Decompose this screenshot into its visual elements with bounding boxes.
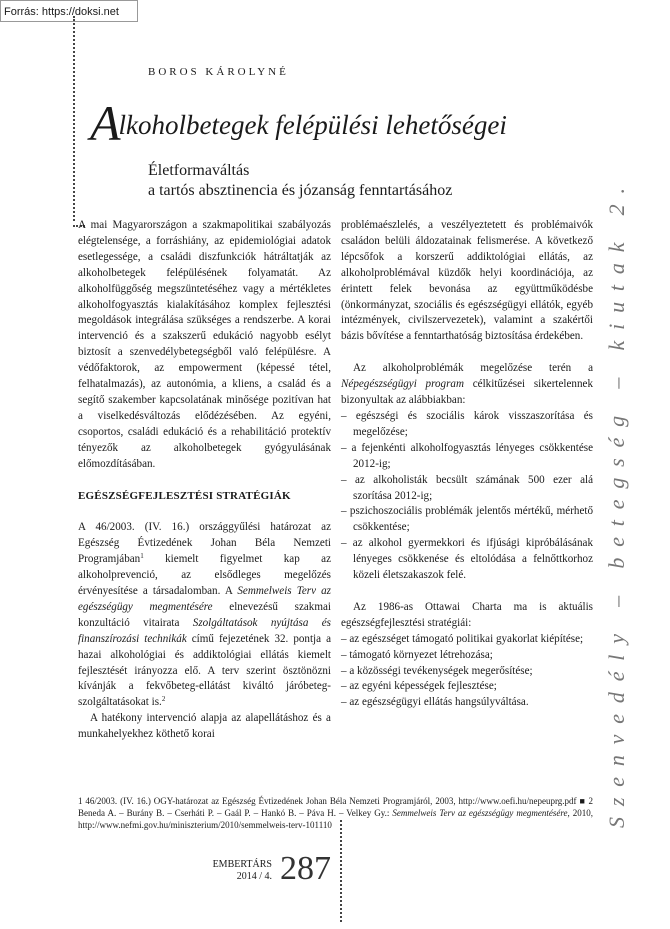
list-item: – az egyéni képességek fejlesztése; — [341, 680, 497, 693]
list-item: – pszichoszociális problémák jelentős mértékű, mérhető csökkentése; — [341, 505, 593, 534]
list-item: – az egészséget támogató politikai gyakorlat kiépítése; — [341, 632, 584, 645]
title-initial: A — [90, 95, 121, 151]
journal-name: EMBERTÁRS — [212, 859, 272, 870]
journal-issue: 2014 / 4. — [236, 871, 272, 882]
paragraph-intervention: A hatékony intervenció alapja az alapellátáshoz és a munkahelyekhez köthető korai — [78, 712, 331, 741]
series-title-text: Szenvedély – betegség – kiutak 2. — [604, 188, 629, 828]
vertical-series-title — [590, 183, 640, 828]
list-item: – az alkohol gyermekkori és ifjúsági kipróbálásának lényeges csökkenése és eltolódása a felnőttkorhoz közeli életszakaszok felé. — [341, 537, 593, 582]
list-item: – a közösségi tevékenységek megerősítése; — [341, 664, 533, 677]
list-item: – támogató környezet létrehozása; — [341, 648, 493, 661]
paragraph-ottawa: Az 1986-as Ottawai Charta ma is aktuális egészségfejlesztési stratégiái: — [341, 600, 593, 629]
goals-list — [341, 409, 593, 584]
paragraph-prevention: Az alkoholproblémák megelőzése terén a Népegészségügyi program célkitűzései sikertelennek bizonyultak az alábbiakban: — [341, 362, 593, 407]
article-subtitle — [148, 161, 452, 201]
dotted-rule-bottom — [340, 820, 342, 922]
footnote-ref-1: 1 — [140, 552, 144, 561]
list-item: – egészségi és szociális károk visszaszorítása és megelőzése; — [341, 409, 593, 438]
list-item: – az alkoholisták becsült számának 500 ezer alá szorítása 2012-ig; — [341, 473, 593, 502]
intro-paragraph: A mai Magyarországon a szakmapolitikai szabályozás elégtelensége, a forráshiány, az epidemiológiai adatok esetlegessége, a családi diszfunkciók hátráltatják az alkoholbetegek felépülésének folyamatát. Az alkoholfüggőség megszüntetéséhez vagy a mértékletes alkoholfogyasztás kialakításához komplex fejlesztési megoldások integrálása szükséges a rendszerbe. A korai intervenció és a szakszerű edukáció nagyobb esélyt biztosít a szenvedélybetegségből való felépülésre. A védőfaktorok, az empowerment (képessé tétel, felhatalmazás), az autonómia, a kliens, a család és a segítő szakember kapcsolatának minősége pozitívan hat a viselkedésváltozás elődézésében. Az egyéni, csoportos, családi edukáció és a rehabilitáció protektív tényezők az alkoholbetegek gyógyulásának előmozdításában. — [78, 219, 331, 470]
journal-info — [210, 859, 272, 883]
left-column — [78, 218, 331, 743]
footnote-ref-2: 2 — [161, 695, 166, 704]
list-item: – a fejenkénti alkoholfogyasztás lényeges csökkentése 2012-ig; — [341, 441, 593, 470]
source-label: Forrás: https://doksi.net — [0, 0, 138, 22]
article-title — [90, 94, 507, 152]
paragraph-continuation: problémaészlelés, a veszélyeztetett és problémaivók családon belüli áldozatainak felismerése. A következő lépcsőfok a korszerű addiktológiai ellátás, az alkoholproblémával küzdők helyi koordinációja, az érintett felek bevonása az együttműködésbe (önkormányzat, szociális és egészségügyi ellátók, egyéb intézmények, civilszervezetek), valamint a szakértői bázis bővítése a fenntarthatóság biztosítása érdekében. — [341, 219, 593, 343]
paragraph-resolution: A 46/2003. (IV. 16.) országgyűlési határozat az Egészség Évtizedének Johan Béla Nemzeti Programjában$^1$ kiemelt figyelmet kap az alkoholprevenció, az elsődleges megelőzés érvényesítése a társadalomban. A Semmelweis Terv az egészségügy megmentésére elnevezésű szakmai konzultáció vitairata Szolgáltatások nyújtása és finanszírozási technikák című fejezetének 32. pontja a hazai alkohológiai és addiktológiai ellátás kiemelt fejlesztését irányozza elő. A terv szerint ösztönözni kívánják a fekvőbeteg-ellátást kiváltó járóbeteg-szolgáltatásokat is.$^2$ — [78, 521, 331, 709]
subtitle-line-2: a tartós absztinencia és józanság fenntartásához — [148, 182, 453, 199]
author-name: BOROS KÁROLYNÉ — [148, 66, 289, 78]
section-heading: EGÉSZSÉGFEJLESZTÉSI STRATÉGIÁK — [78, 489, 291, 502]
list-item: – az egészségügyi ellátás hangsúlyváltása. — [341, 696, 529, 709]
right-column — [341, 218, 593, 711]
footnotes: 1 46/2003. (IV. 16.) OGY-határozat az Egészség Évtizedének Johan Béla Nemzeti Programjáról, 2003, http://www.oefi.hu/nepeuprg.pdf ■ 2 Beneda A. – Burány B. – Cserháti P. – Gaál P. – Hankó B. – Páva H. – Velkey Gy.: Semmelweis Terv az egészségügy megmentésére, 2010, http://www.nefmi.gov.hu/miniszterium/2010/semmelweis-terv-101110 — [78, 796, 593, 830]
strategies-list — [341, 632, 593, 712]
page-number: 287 — [280, 850, 331, 887]
title-rest: lkoholbetegek felépülési lehetőségei — [118, 110, 507, 140]
dotted-rule-top — [73, 16, 75, 221]
subtitle-line-1: Életformaváltás — [148, 162, 250, 179]
